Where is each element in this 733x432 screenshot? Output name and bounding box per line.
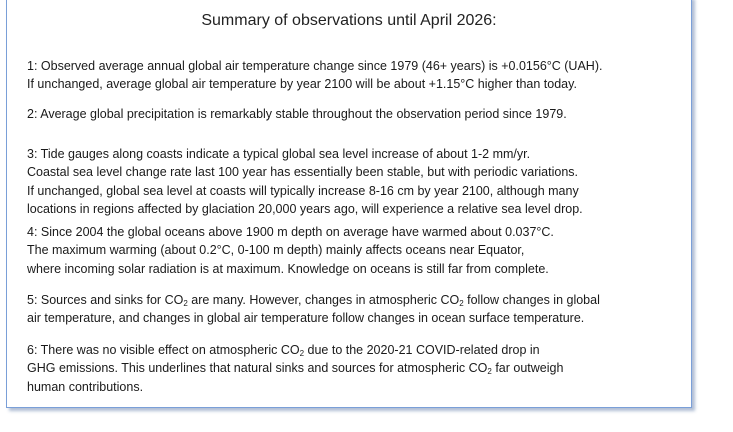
observation-6-line-2 <box>27 359 687 377</box>
observation-4 <box>27 223 687 278</box>
observation-6-line-2-part-a: GHG emissions. This underlines that natural sinks and sources for atmospheric CO <box>27 361 488 376</box>
observation-5-line-1 <box>27 291 687 309</box>
observation-1 <box>27 57 687 94</box>
observation-6 <box>27 341 687 396</box>
observation-5-line-1-part-a: 5: Sources and sinks for CO <box>27 293 184 307</box>
observation-6-line-1 <box>27 341 687 359</box>
observation-4-line-1: 4: Since 2004 the global oceans above 1900 m depth on average have warmed about 0.037°C. <box>27 225 554 239</box>
observation-3-line-2: Coastal sea level change rate last 100 year has essentially been stable, but with periodic variations. <box>27 165 579 180</box>
co2-subscript: 2 <box>487 367 492 377</box>
observation-5-line-2: air temperature, and changes in global air temperature follow changes in ocean surface temperature. <box>27 311 585 326</box>
observation-4-line-3: where incoming solar radiation is at maximum. Knowledge on oceans is still far from complete. <box>27 261 549 276</box>
co2-subscript: 2 <box>459 299 464 308</box>
observation-1-line-2: If unchanged, average global air temperature by year 2100 will be about +1.15°C higher than today. <box>27 77 577 92</box>
observation-6-line-1-part-a: 6: There was no visible effect on atmospheric CO <box>27 343 300 357</box>
observation-3-line-4: locations in regions affected by glaciation 20,000 years ago, will experience a relative sea level drop. <box>27 202 583 217</box>
summary-panel <box>6 0 692 408</box>
observation-3 <box>27 145 687 219</box>
observation-2 <box>27 105 687 123</box>
observation-6-line-3: human contributions. <box>27 379 144 394</box>
observation-5-line-1-part-c: follow changes in global <box>463 293 600 307</box>
observation-3-line-1: 3: Tide gauges along coasts indicate a typical global sea level increase of about 1-2 mm/yr. <box>27 147 531 161</box>
observation-6-line-2-part-b: far outweigh <box>491 361 564 376</box>
observation-4-line-2: The maximum warming (about 0.2°C, 0-100 m depth) mainly affects oceans near Equator, <box>27 243 525 258</box>
observation-5 <box>27 291 687 328</box>
summary-title: Summary of observations until April 2026: <box>201 12 497 29</box>
observation-3-line-3: If unchanged, global sea level at coasts will typically increase 8-16 cm by year 2100, although many <box>27 183 579 198</box>
co2-subscript: 2 <box>183 299 188 308</box>
co2-subscript: 2 <box>299 349 305 358</box>
observation-5-line-1-part-b: are many. However, changes in atmospheric CO <box>187 293 460 307</box>
observation-1-line-1: 1: Observed average annual global air temperature change since 1979 (46+ years) is +0.0156°C (UAH). <box>27 59 603 73</box>
observation-6-line-1-part-b: due to the 2020-21 COVID-related drop in <box>304 343 540 357</box>
observation-2-line-1: 2: Average global precipitation is remarkably stable throughout the observation period since 1979. <box>27 107 567 121</box>
